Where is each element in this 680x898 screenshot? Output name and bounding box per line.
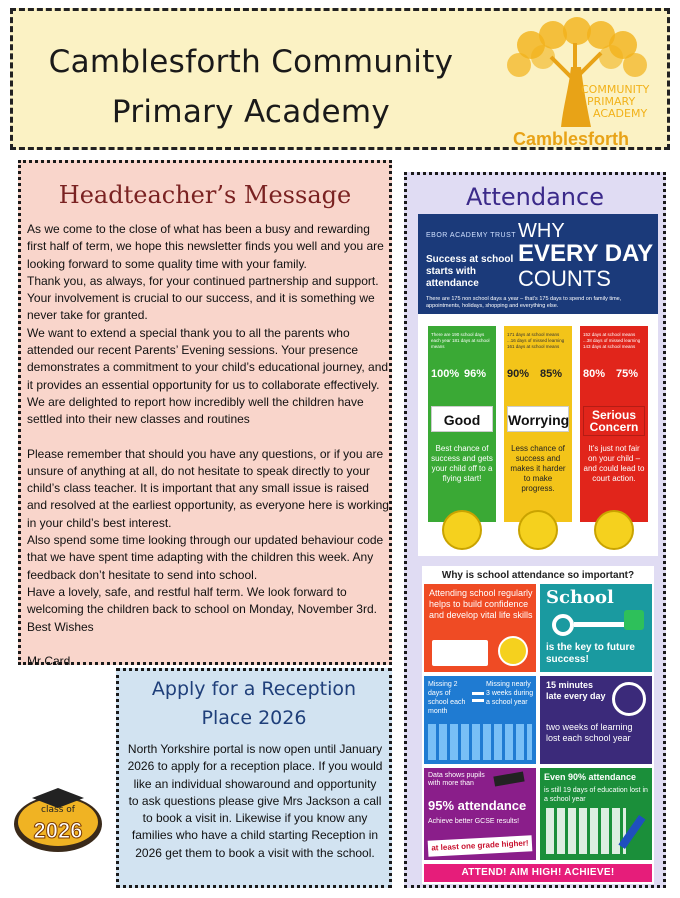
badge-line1: class of: [41, 805, 75, 815]
column-description: Less chance of success and makes it harder to make progress.: [510, 444, 566, 493]
equals-icon: [472, 692, 484, 702]
counts-text: COUNTS: [518, 266, 611, 291]
tile-missing-days: [424, 676, 536, 764]
headteacher-paragraph-1: As we come to the close of what has been a busy and rewarding first half of term, we hope this newsletter finds you well and you are looking forward to some quality time with your family.: [27, 222, 384, 271]
every-day-text: EVERY DAY: [518, 240, 654, 267]
reception-title-line1: Apply for a Reception: [151, 678, 357, 700]
headteacher-message-panel: [18, 160, 392, 668]
calendar-grid: [428, 724, 532, 760]
logo-text-line2: PRIMARY: [587, 95, 636, 108]
tile-late-a: 15 minutes late every day: [546, 680, 606, 701]
reception-title-line2: Place 2026: [201, 707, 307, 729]
tile-missing-days-a: Missing 2 days of school each month: [428, 681, 466, 715]
column-pct1: 100%: [431, 368, 460, 380]
newsletter-header: [10, 8, 670, 150]
column-label: Good: [431, 406, 493, 432]
column-label: Worrying: [507, 406, 569, 432]
headteacher-paragraph-6: Have a lovely, safe, and restful half term. We look forward to welcoming the children back to school on Monday, November 3rd.: [27, 584, 377, 617]
tile-confidence-text: Attending school regularly helps to build confidence and develop vital life skills: [429, 588, 533, 620]
attendance-title: Attendance: [466, 183, 604, 211]
smiley-icon: [498, 636, 528, 666]
headteacher-signoff: Best Wishes: [27, 619, 94, 634]
column-pct2: 96%: [464, 368, 487, 380]
headteacher-paragraph-3: We want to extend a special thank you to all the parents who attended our recent Parents’ Evening sessions. Your presence demonstrates a commitment to your child’s educational journey, and it provides an essential opportunity for us to collaborate effectively. We are delighted to report how incredibly well the children have settled into their new classes and routines: [27, 325, 389, 427]
logo-text-line1: COMMUNITY: [581, 83, 650, 96]
trust-name: EBOR ACADEMY TRUST: [426, 232, 517, 239]
badge-line2: 2026: [33, 818, 83, 843]
worried-face-icon: [518, 510, 558, 550]
column-pct1: 80%: [583, 368, 606, 380]
infographic-header: [418, 214, 658, 314]
column-header: 152 days at school means ...38 days of missed learning 143 days at school means: [583, 332, 641, 349]
school-logo: [491, 17, 663, 149]
tile-gcse-a: Data shows pupils with more than: [428, 772, 485, 787]
tile-confidence: [424, 584, 536, 672]
checklist-grid: [546, 808, 626, 854]
key-shaft: [574, 622, 624, 627]
why-every-day-counts-infographic: [418, 214, 658, 556]
why-attendance-important-infographic: [422, 566, 654, 884]
headteacher-paragraph-4: Please remember that should you have any questions, or if you are unsure of anything at all, do not hesitate to speak directly to your child’s class teacher. It is important that any small issue is raised and resolved at the earliest opportunity, as everyone here is working in your child’s best interest.: [27, 446, 389, 530]
school-title-line2: Primary Academy: [111, 94, 391, 130]
column-description: Best chance of success and gets your child off to a flying start!: [431, 444, 493, 483]
graduation-cap-icon: [493, 771, 524, 786]
class-of-2026-badge: [12, 782, 104, 856]
non-school-days-text: There are 175 non school days a year – that’s 175 days to spend on family time, appointments, holidays, shopping and everything else.: [426, 296, 622, 309]
attend-aim-high-banner: ATTEND! AIM HIGH! ACHIEVE!: [424, 864, 652, 882]
headteacher-title: Headteacher’s Message: [58, 181, 352, 209]
headteacher-paragraph-5: Also spend some time looking through our updated behaviour code that we have spent time adapting with the children this week. Any feedback don’t hesitate to send into school.: [27, 533, 384, 582]
tile-ninety-a: Even 90% attendance: [544, 772, 637, 782]
why-text: WHY: [518, 220, 565, 242]
tile-missing-days-b: Missing nearly 3 weeks during a school year: [486, 681, 534, 706]
tile-gcse: [424, 768, 536, 860]
tile-late-b: two weeks of learning lost each school year: [546, 722, 633, 743]
school-title-line1: Camblesforth Community: [48, 44, 454, 80]
tile-gcse-c: Achieve better GCSE results!: [428, 818, 520, 825]
success-text: Success at school starts with attendance: [426, 254, 514, 289]
happy-face-icon: [442, 510, 482, 550]
reception-panel: [116, 668, 392, 888]
reception-body: North Yorkshire portal is now open until January 2026 to apply for a reception place. If you would like an individual showaround and opportunity to ask questions please give Mrs Jackson a call to book a visit in. Likewise if you know any families who have a child starting Reception in 2026 get them to book a visit with the school.: [127, 742, 383, 860]
attendance-column-good: [428, 326, 496, 522]
sad-face-icon: [594, 510, 634, 550]
tile-key-text: is the key to future success!: [546, 642, 635, 665]
clock-icon: [612, 682, 646, 716]
school-building-icon: [432, 640, 488, 666]
logo-name: Camblesforth: [513, 129, 630, 149]
headteacher-body: [27, 221, 389, 670]
headteacher-paragraph-2: Thank you, as always, for your continued partnership and support. Your involvement is crucial to our success, and it is something we never take for granted.: [27, 273, 379, 323]
key-icon: [552, 614, 574, 636]
column-label: Serious Concern: [583, 406, 645, 436]
school-title: [31, 37, 471, 137]
reception-title: [119, 675, 389, 733]
tile-ninety-percent: [540, 768, 652, 860]
logo-text-line3: ACADEMY: [593, 107, 648, 120]
tile-gcse-d: at least one grade higher!: [428, 835, 533, 856]
attendance-column-serious-concern: [580, 326, 648, 522]
attendance-column-worrying: [504, 326, 572, 522]
tile-key: [540, 584, 652, 672]
column-header: 171 days at school means ...16 days of missed learning 161 days at school means: [507, 332, 565, 349]
column-header: There are 190 school days each year 181 days at school means: [431, 332, 490, 349]
tile-late: [540, 676, 652, 764]
headteacher-signature: Mr Card: [27, 653, 71, 668]
column-pct2: 85%: [540, 368, 563, 380]
tile-gcse-b: 95% attendance: [428, 798, 527, 813]
tile-key-school: School: [546, 587, 614, 608]
column-pct1: 90%: [507, 368, 530, 380]
column-pct2: 75%: [616, 368, 639, 380]
checkmark-icon: [624, 610, 644, 630]
column-description: It’s just not fair on your child – and could lead to court action.: [583, 444, 645, 483]
importance-title: Why is school attendance so important?: [441, 570, 635, 581]
tile-ninety-b: is still 19 days of education lost in a school year: [544, 787, 648, 803]
